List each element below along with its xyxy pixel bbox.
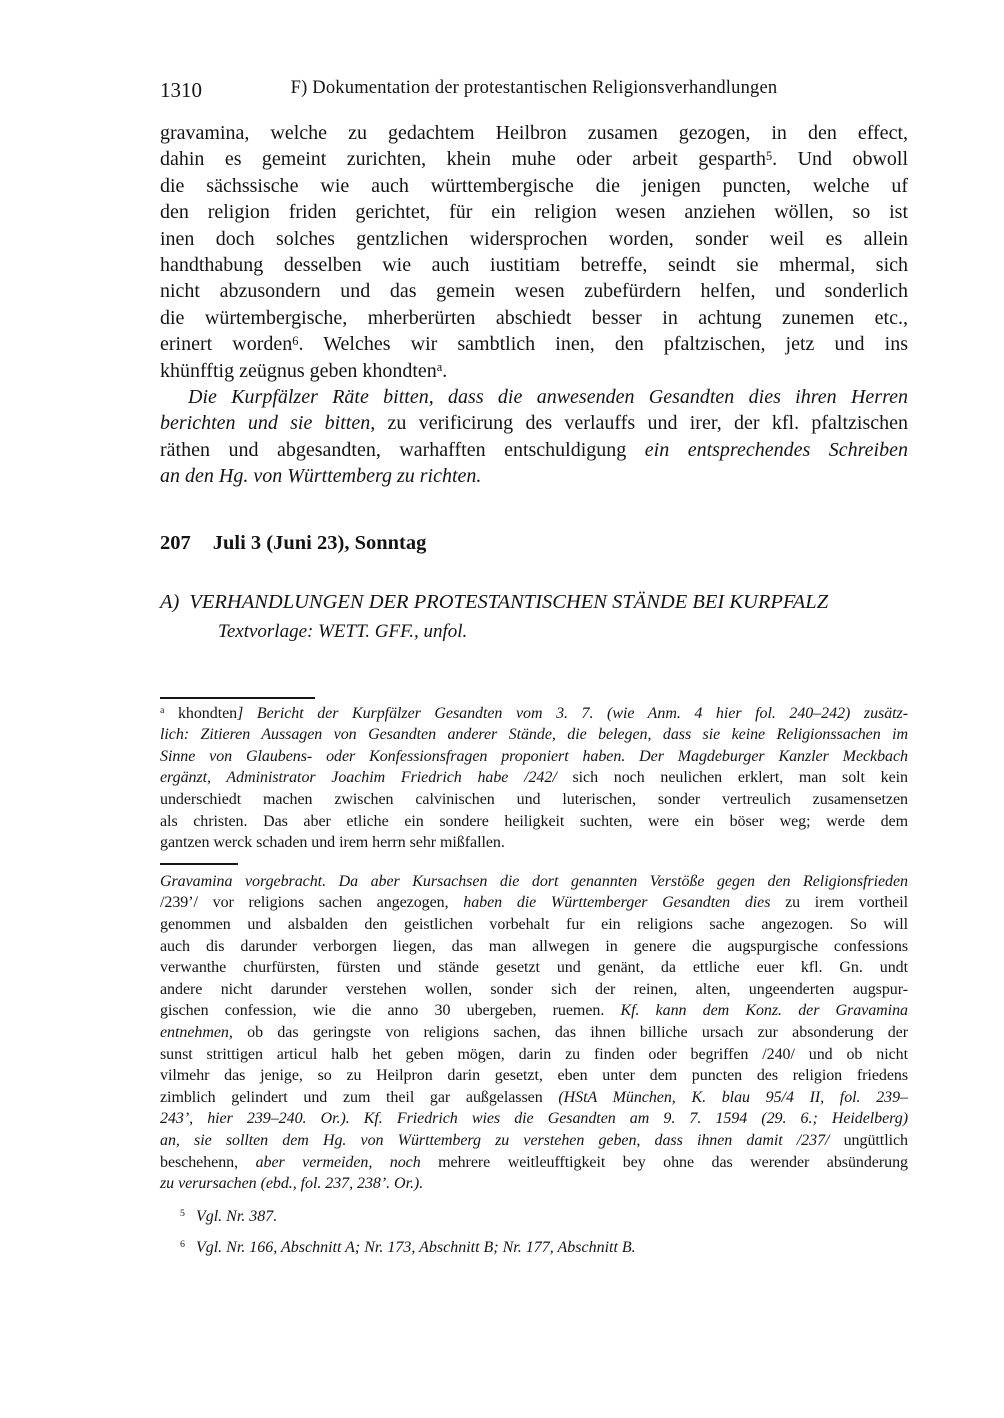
text-segment: aber vermeiden, noch: [255, 1153, 421, 1171]
summary-paragraph: [160, 384, 908, 490]
footnote-text: Vgl. Nr. 387.: [195, 1207, 278, 1225]
section-label: A): [160, 590, 180, 613]
commentary-separator-rule: [160, 863, 238, 865]
text-line: [160, 410, 908, 436]
text-line: [160, 832, 908, 854]
text-segment: (HStA München, K. blau 95/4 II, fol. 239–: [558, 1088, 908, 1106]
footnote-item: [160, 1232, 908, 1263]
text-line: [160, 146, 908, 172]
footnote-marker: a: [436, 360, 443, 375]
text-line: [160, 437, 908, 463]
text-segment: lich: Zitieren Aussagen von Gesandten anderer Stände, die belegen, dass sie keine Religionssachen im: [160, 726, 908, 744]
text-segment: /239’/ vor religions sachen angezogen,: [160, 894, 464, 912]
text-line: [160, 811, 908, 833]
text-segment: räthen und abgesandten, warhafften entschuldigung: [160, 438, 645, 461]
text-line: [160, 1022, 908, 1044]
text-segment: ein entsprechendes Schreiben: [644, 438, 908, 461]
text-segment: ergänzt, Administrator Joachim Friedrich habe /242/: [160, 769, 573, 787]
text-line: [160, 1065, 908, 1087]
text-segment: an, sie sollten dem Hg. von Württemberg zu verstehen geben, dass ihnen damit /237/: [160, 1131, 844, 1149]
text-segment: ] Bericht der Kurpfälzer Gesandten vom 3. 7. (wie Anm. 4 hier fol. 240–242) zusätz-: [237, 704, 908, 722]
text-segment: gantzen werck schaden und irem herrn sehr mißfallen.: [160, 834, 505, 852]
text-segment: underschiedt machen zwischen calvinischen und luterischen, sonder vertreulich zusamensetzen: [160, 791, 908, 809]
text-line: [160, 120, 908, 146]
text-line: [160, 226, 908, 252]
main-text-paragraph: [160, 120, 908, 384]
apparatus-separator-rule: [160, 697, 315, 699]
text-segment: Sinne von Glaubens- oder Konfessionsfragen proponiert haben. Der Magdeburger Kanzler Meckbach: [160, 747, 908, 765]
text-segment: Die Kurpfälzer Räte bitten, dass die anwesenden Gesandten dies ihren Herren: [188, 386, 908, 409]
text-line: [160, 1130, 908, 1152]
text-line: [160, 789, 908, 811]
text-line: [160, 331, 908, 357]
text-segment: zu irem vortheil: [770, 894, 908, 912]
page-number: 1310: [160, 78, 202, 102]
text-segment: ob das geringste von religions sachen, das ihnen billiche ursach zur absonderung der: [232, 1024, 908, 1041]
page-header: [160, 78, 908, 104]
text-segment: . Welches wir sambtlich inen, den pfaltzischen, jetz und ins: [298, 333, 909, 356]
entry-heading: [160, 532, 908, 555]
text-segment: beschehenn,: [160, 1153, 256, 1171]
text-segment: zu verificirung des verlauffs und irer, der kfl. pfaltzischen: [375, 412, 909, 435]
text-segment: den religion friden gerichtet, für ein religion wesen anziehen wöllen, so ist: [160, 201, 908, 224]
text-line: [160, 871, 908, 893]
text-line: [160, 384, 908, 410]
text-segment: sunst strittigen articul halb het geben mögen, darin zu finden oder begriffen /240/ und ob nicht: [160, 1045, 908, 1063]
text-line: [160, 914, 908, 936]
section-heading: [160, 591, 908, 614]
text-segment: Gravamina vorgebracht. Da aber Kursachsen die dort genannten Verstöße gegen den Religionsfrieden: [160, 872, 908, 890]
text-segment: berichten und sie bitten,: [160, 412, 376, 435]
text-segment: dahin es gemeint zurichten, khein muhe oder arbeit gesparth: [160, 148, 766, 171]
text-line: [160, 1152, 908, 1174]
text-line: [160, 173, 908, 199]
text-line: [160, 892, 908, 914]
running-title: F) Dokumentation der protestantischen Religionsverhandlungen: [290, 78, 778, 98]
text-line: [160, 724, 908, 746]
text-segment: gravamina, welche zu gedachtem Heilbron zusamen gezogen, in den effect,: [160, 122, 908, 144]
footnote-list: [160, 1201, 908, 1263]
commentary-note: [160, 871, 908, 1195]
text-segment: zimblich gelindert und zum theil gar außgelassen: [160, 1088, 559, 1106]
entry-number: 207: [160, 531, 191, 554]
text-line: [160, 746, 908, 768]
footnote-text: Vgl. Nr. 166, Abschnitt A; Nr. 173, Abschnitt B; Nr. 177, Abschnitt B.: [195, 1238, 636, 1256]
text-line: [160, 278, 908, 304]
text-segment: mehrere weitleufftigkeit bey ohne das werender absünderung: [420, 1153, 908, 1171]
footnote-marker: 6: [292, 333, 299, 348]
text-line: [160, 936, 908, 958]
text-segment: gischen confession, wie die anno 30 ubergeben, ruemen.: [160, 1002, 621, 1020]
text-line: [160, 979, 908, 1001]
section-title: VERHANDLUNGEN DER PROTESTANTISCHEN STÄNDE BEI KURPFALZ: [189, 590, 829, 613]
text-segment: auch dis darunder verborgen liegen, das man allwegen in genere die augspurgische confessions: [160, 937, 908, 955]
text-segment: khünfftig zeügnus geben khondten: [160, 359, 437, 382]
text-segment: nicht abzusondern und das gemein wesen zubefürdern helfen, und sonderlich: [160, 280, 908, 303]
text-line: [160, 1087, 908, 1109]
text-segment: entnehmen,: [160, 1024, 233, 1041]
text-segment: erinert worden: [160, 333, 293, 356]
text-line: [160, 1108, 908, 1130]
source-note: Textvorlage: WETT. GFF., unfol.: [218, 620, 468, 642]
text-line: [160, 305, 908, 331]
text-segment: . Und obwoll: [772, 148, 909, 171]
text-segment: Kf. kann dem Konz. der Gravamina: [620, 1002, 908, 1020]
footnote-marker: a: [160, 705, 165, 717]
text-line: [160, 463, 908, 489]
entry-date-title: Juli 3 (Juni 23), Sonntag: [212, 531, 427, 554]
text-line: [160, 252, 908, 278]
footnote-item: [160, 1201, 908, 1232]
text-segment: die würtembergische, mherberürten abschiedt besser in achtung zunemen etc.,: [160, 306, 908, 329]
text-segment: .: [442, 359, 448, 382]
text-segment: zu verursachen (ebd., fol. 237, 238’. Or.).: [160, 1175, 424, 1193]
text-segment: khondten: [164, 704, 238, 722]
text-line: [160, 767, 908, 789]
footnote-number: 5: [180, 1208, 185, 1220]
text-line: [160, 1173, 908, 1195]
text-line: [160, 199, 908, 225]
text-line: [160, 358, 908, 384]
text-segment: 243’, hier 239–240. Or.). Kf. Friedrich wies die Gesandten am 9. 7. 1594 (29. 6.; Heidelberg): [160, 1110, 908, 1128]
text-line: [160, 703, 908, 725]
text-line: [160, 1000, 908, 1022]
text-segment: inen doch solches gentzlichen widersprochen worden, sonder weil es allein: [160, 227, 908, 250]
footnote-marker: 5: [765, 148, 773, 163]
text-segment: als christen. Das aber etliche ein sondere heiligkeit suchten, were ein böser weg; werde dem: [160, 812, 908, 830]
text-segment: sich noch neulichen erklert, man solt kein: [572, 769, 909, 787]
apparatus-note-a: [160, 703, 908, 854]
text-segment: an den Hg. von Württemberg zu richten.: [160, 465, 482, 488]
footnote-number: 6: [180, 1239, 185, 1251]
text-segment: genommen und alsbalden den geistlichen vorbehalt fur ein religions sache angezogen. So will: [160, 916, 908, 934]
text-segment: haben die Württemberger Gesandten dies: [463, 894, 771, 912]
text-segment: handthabung desselben wie auch iustitiam betreffe, seindt sie mhermal, sich: [160, 254, 908, 277]
text-line: [160, 1044, 908, 1066]
text-segment: andere nicht darunder verstehen wollen, sonder sich der reinen, alten, ungeenderten augspur-: [160, 980, 908, 998]
text-segment: ungüttlich: [843, 1131, 908, 1149]
text-segment: verwanthe churfürsten, fürsten und stände gesetzt und genänt, da ettliche euer kfl. Gn. undt: [160, 959, 908, 977]
text-segment: vilmehr das jenige, so zu Heilpron darin gesetzt, eben unter dem puncten des religion friedens: [160, 1067, 908, 1085]
text-line: [160, 957, 908, 979]
text-segment: die sächssische wie auch württembergische die jenigen puncten, welche uf: [160, 174, 908, 197]
